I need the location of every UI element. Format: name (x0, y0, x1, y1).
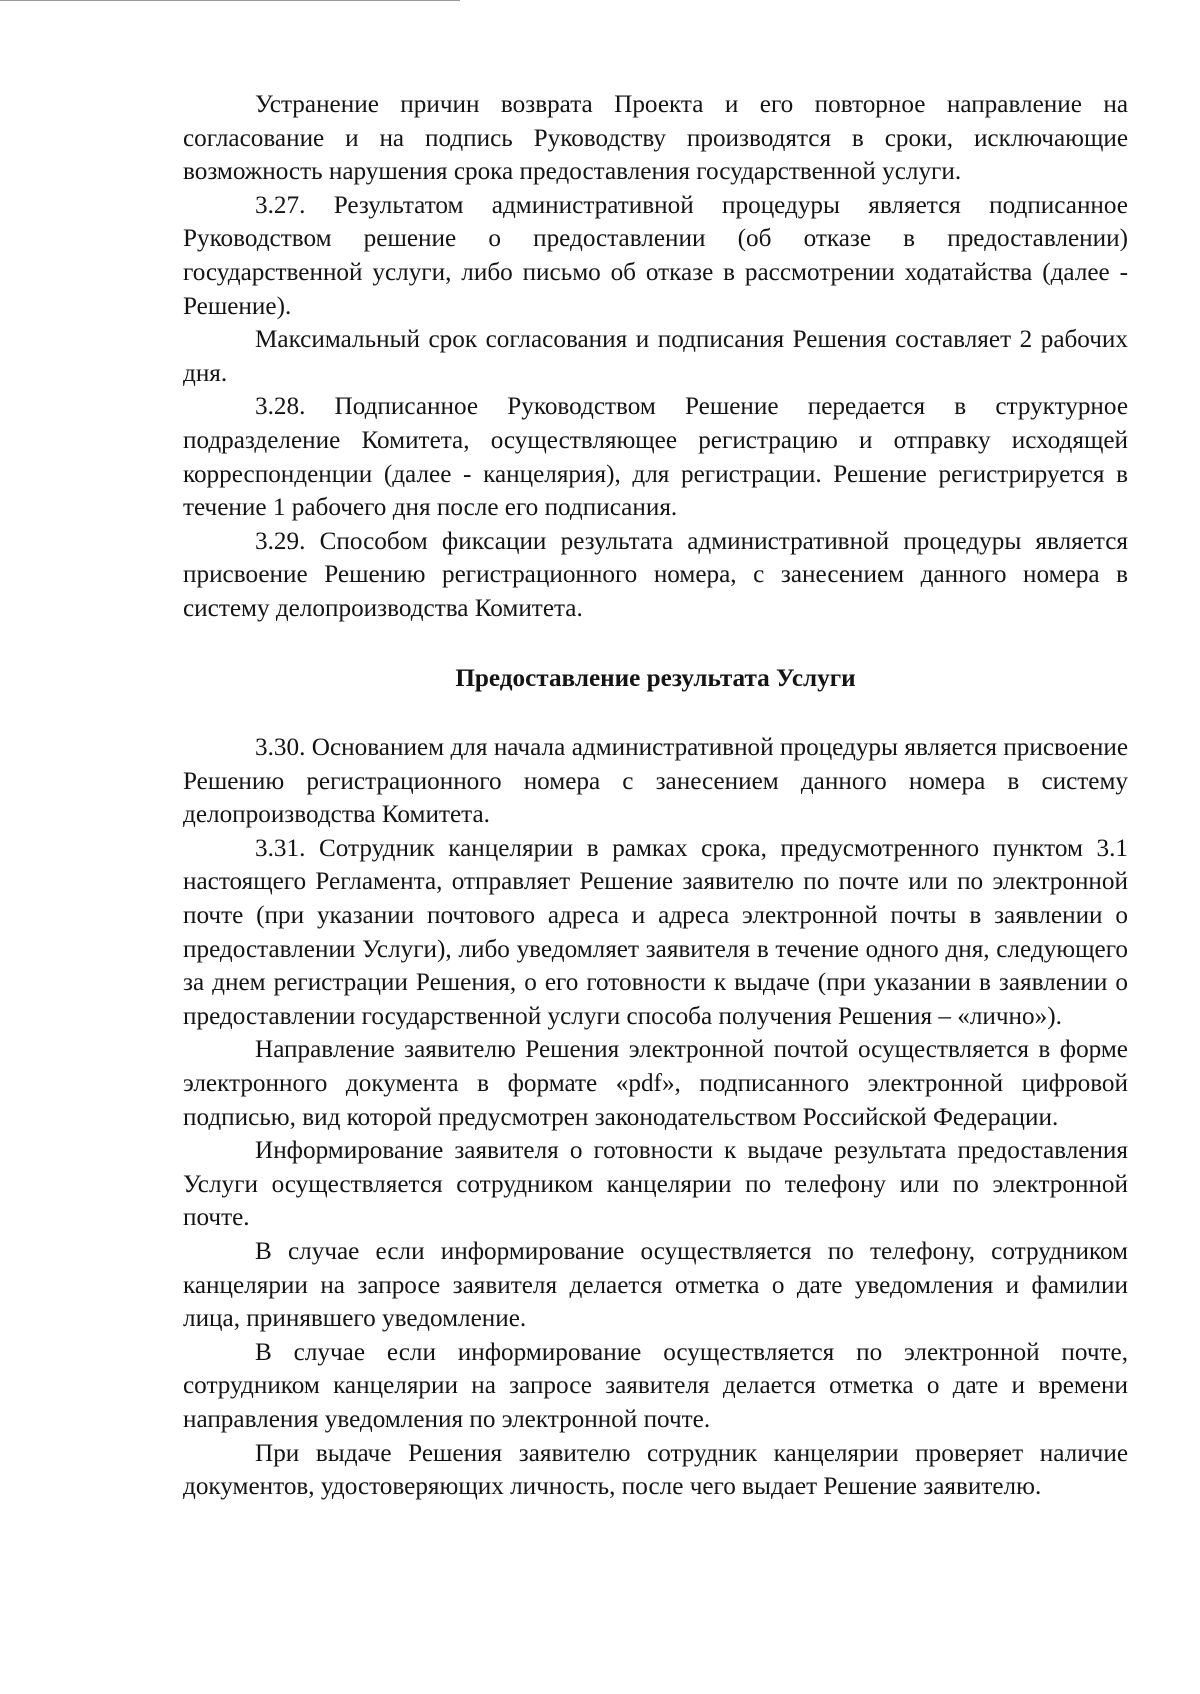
paragraph-3-27: 3.27. Результатом административной процедуры является подписанное Руководством решение о предоставлении (об отказе в предоставлении) государственной услуги, либо письмо об отказе в рассмотрении ходатайства (далее - Решение). (183, 191, 1128, 320)
paragraph-email-delivery: Направление заявителю Решения электронной почтой осуществляется в форме электронного документа в формате «pdf», подписанного электронной цифровой подписью, вид которой предусмотрен законодательством Российской Федерации. (183, 1036, 1128, 1131)
paragraph-max-term: Максимальный срок согласования и подписания Решения составляет 2 рабочих дня. (183, 326, 1128, 387)
paragraph-phone-informing: В случае если информирование осуществляется по телефону, сотрудником канцелярии на запросе заявителя делается отметка о дате уведомления и фамилии лица, принявшего уведомление. (183, 1238, 1128, 1333)
paragraph-3-30: 3.30. Основанием для начала административной процедуры является присвоение Решению регистрационного номера с занесением данного номера в систему делопроизводства Комитета. (183, 734, 1128, 829)
paragraph-email-informing: В случае если информирование осуществляется по электронной почте, сотрудником канцелярии на запросе заявителя делается отметка о дате и времени направления уведомления по электронной почте. (183, 1338, 1128, 1433)
paragraph-informing: Информирование заявителя о готовности к выдаче результата предоставления Услуги осуществляется сотрудником канцелярии по телефону или по электронной почте. (183, 1137, 1128, 1232)
paragraph-issuance: При выдаче Решения заявителю сотрудник канцелярии проверяет наличие документов, удостоверяющих личность, после чего выдает Решение заявителю. (183, 1439, 1128, 1501)
paragraph-3-29: 3.29. Способом фиксации результата административной процедуры является присвоение Решению регистрационного номера, с занесением данного номера в систему делопроизводства Комитета. (183, 527, 1128, 622)
document-body (183, 88, 1128, 1504)
scan-edge-line (0, 0, 460, 1)
paragraph-3-28: 3.28. Подписанное Руководством Решение передается в структурное подразделение Комитета, осуществляющее регистрацию и отправку исходящей корреспонденции (далее - канцелярия), для регистрации. Решение регистрируется в течение 1 рабочего дня после его подписания. (183, 393, 1128, 522)
section-heading: Предоставление результата Услуги (455, 664, 856, 692)
paragraph-3-31: 3.31. Сотрудник канцелярии в рамках срока, предусмотренного пунктом 3.1 настоящего Регламента, отправляет Решение заявителю по почте или по электронной почте (при указании почтового адреса и адреса электронной почты в заявлении о предоставлении Услуги), либо уведомляет заявителя в течение одного дня, следующего за днем регистрации Решения, о его готовности к выдаче (при указании в заявлении о предоставлении государственной услуги способа получения Решения – «лично»). (183, 834, 1128, 1030)
paragraph-return-reasons: Устранение причин возврата Проекта и его повторное направление на согласование и на подпись Руководству производятся в сроки, исключающие возможность нарушения срока предоставления государственной услуги. (183, 91, 1128, 186)
